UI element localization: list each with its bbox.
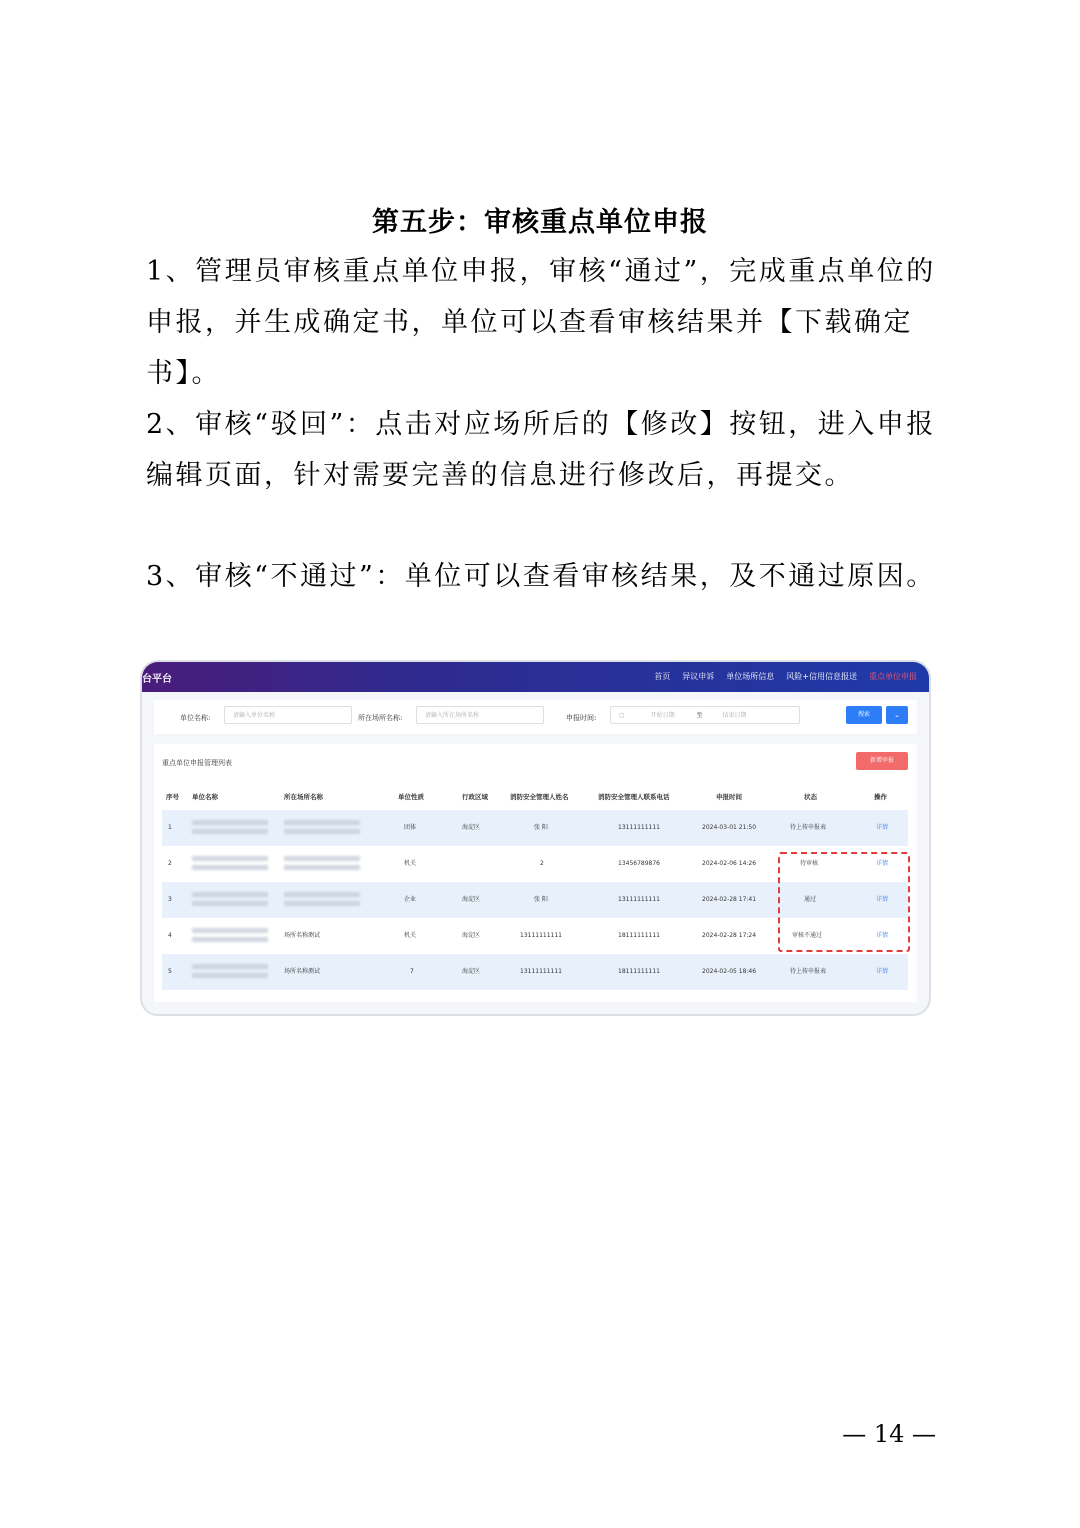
cell-no: 4 (168, 932, 172, 939)
cell-manager: 2 (540, 860, 544, 867)
nav-key-unit-declare[interactable]: 重点单位申报 (869, 672, 917, 681)
cell-status: 待上传申报表 (790, 824, 827, 831)
date-range-picker[interactable] (610, 706, 800, 724)
start-date[interactable]: 开始日期 (650, 712, 675, 719)
table-row[interactable] (162, 810, 908, 846)
cell-no: 5 (168, 968, 172, 975)
cell-region: 海淀区 (462, 968, 481, 975)
nav-unit-info[interactable]: 单位场所信息 (726, 672, 775, 681)
add-declaration-button[interactable]: 新增申报 (856, 752, 908, 770)
cell-status: 待审核 (800, 860, 819, 867)
cell-phone: 13111111111 (618, 896, 660, 903)
cell-manager: 13111111111 (520, 932, 562, 939)
paragraph-approve: 1、管理员审核重点单位申报，审核“通过”，完成重点单位的申报，并生成确定书，单位可以查看审核结果并【下载确定书】。 (146, 256, 936, 389)
unit-name-label: 单位名称: (180, 714, 211, 722)
cell-unit-blurred (192, 954, 268, 997)
top-nav-bar (142, 662, 929, 692)
cell-place: 场所名称测试 (284, 968, 321, 975)
end-date[interactable]: 结束日期 (722, 712, 747, 719)
col-phone: 消防安全管理人联系电话 (598, 793, 670, 801)
detail-link[interactable]: 详情 (876, 932, 889, 939)
cell-region: 海淀区 (462, 932, 481, 939)
col-nature: 单位性质 (398, 793, 424, 801)
section-heading: 第五步：审核重点单位申报 (372, 207, 708, 238)
cell-region: 海淀区 (462, 896, 481, 903)
cell-phone: 13456789876 (618, 860, 660, 867)
place-name-label: 所在场所名称: (358, 714, 403, 722)
cell-manager: 张 阳 (534, 824, 548, 831)
cell-phone: 18111111111 (618, 968, 660, 975)
cell-manager: 13111111111 (520, 968, 562, 975)
cell-place: 场所名称测试 (284, 932, 321, 939)
col-time: 申报时间 (716, 793, 742, 801)
list-title: 重点单位申报管理列表 (162, 759, 232, 767)
col-status: 状态 (804, 793, 817, 801)
nav-home[interactable]: 首页 (654, 672, 671, 681)
declare-time-label: 申报时间: (566, 714, 597, 722)
unit-name-input[interactable]: 请输入单位名称 (224, 706, 352, 724)
detail-link[interactable]: 详情 (876, 860, 889, 867)
highlight-box (778, 852, 910, 952)
col-manager: 消防安全管理人姓名 (510, 793, 569, 801)
detail-link[interactable]: 详情 (876, 968, 889, 975)
cell-phone: 18111111111 (618, 932, 660, 939)
cell-no: 2 (168, 860, 172, 867)
cell-no: 3 (168, 896, 172, 903)
table-row[interactable] (162, 954, 908, 990)
page-number: — 14 — (842, 1420, 936, 1448)
cell-phone: 13111111111 (618, 824, 660, 831)
cell-manager: 张 阳 (534, 896, 548, 903)
search-button[interactable]: 搜索 (846, 706, 882, 724)
cell-nature: 7 (410, 968, 414, 975)
platform-brand: 台平台 (142, 674, 172, 685)
cell-time: 2024-02-28 17:24 (702, 932, 757, 939)
expand-filter-button[interactable]: ⌄ (886, 706, 908, 724)
cell-time: 2024-02-05 18:46 (702, 968, 757, 975)
paragraph-reject: 2、审核“驳回”：点击对应场所后的【修改】按钮，进入申报编辑页面，针对需要完善的信息进行修改后，再提交。 (146, 409, 936, 491)
col-no: 序号 (166, 793, 179, 801)
table-header (162, 792, 908, 810)
cell-time: 2024-03-01 21:50 (702, 824, 757, 831)
cell-nature: 团体 (404, 824, 417, 831)
place-name-input[interactable]: 请输入所在场所名称 (416, 706, 544, 724)
paragraph-fail: 3、审核“不通过”：单位可以查看审核结果，及不通过原因。 (146, 561, 936, 592)
filter-bar (154, 700, 917, 734)
cell-status: 通过 (804, 896, 817, 903)
nav-appeal[interactable]: 异议申诉 (682, 672, 715, 681)
col-unit-name: 单位名称 (192, 793, 218, 801)
cell-nature: 机关 (404, 860, 417, 867)
range-separator: 至 (696, 712, 703, 719)
calendar-icon: ▢ (619, 712, 625, 719)
detail-link[interactable]: 详情 (876, 896, 889, 903)
col-action: 操作 (874, 793, 887, 801)
cell-status: 待上传申报表 (790, 968, 827, 975)
nav-risk-credit[interactable]: 风险+信用信息报送 (786, 672, 857, 681)
cell-time: 2024-02-06 14:26 (702, 860, 757, 867)
main-nav (654, 671, 917, 682)
cell-nature: 机关 (404, 932, 417, 939)
cell-region: 海淀区 (462, 824, 481, 831)
col-region: 行政区域 (462, 793, 488, 801)
cell-nature: 企业 (404, 896, 417, 903)
cell-time: 2024-02-28 17:41 (702, 896, 757, 903)
cell-no: 1 (168, 824, 172, 831)
embedded-screenshot (140, 660, 931, 1016)
col-place-name: 所在场所名称 (284, 793, 323, 801)
cell-status: 审核不通过 (792, 932, 823, 939)
detail-link[interactable]: 详情 (876, 824, 889, 831)
